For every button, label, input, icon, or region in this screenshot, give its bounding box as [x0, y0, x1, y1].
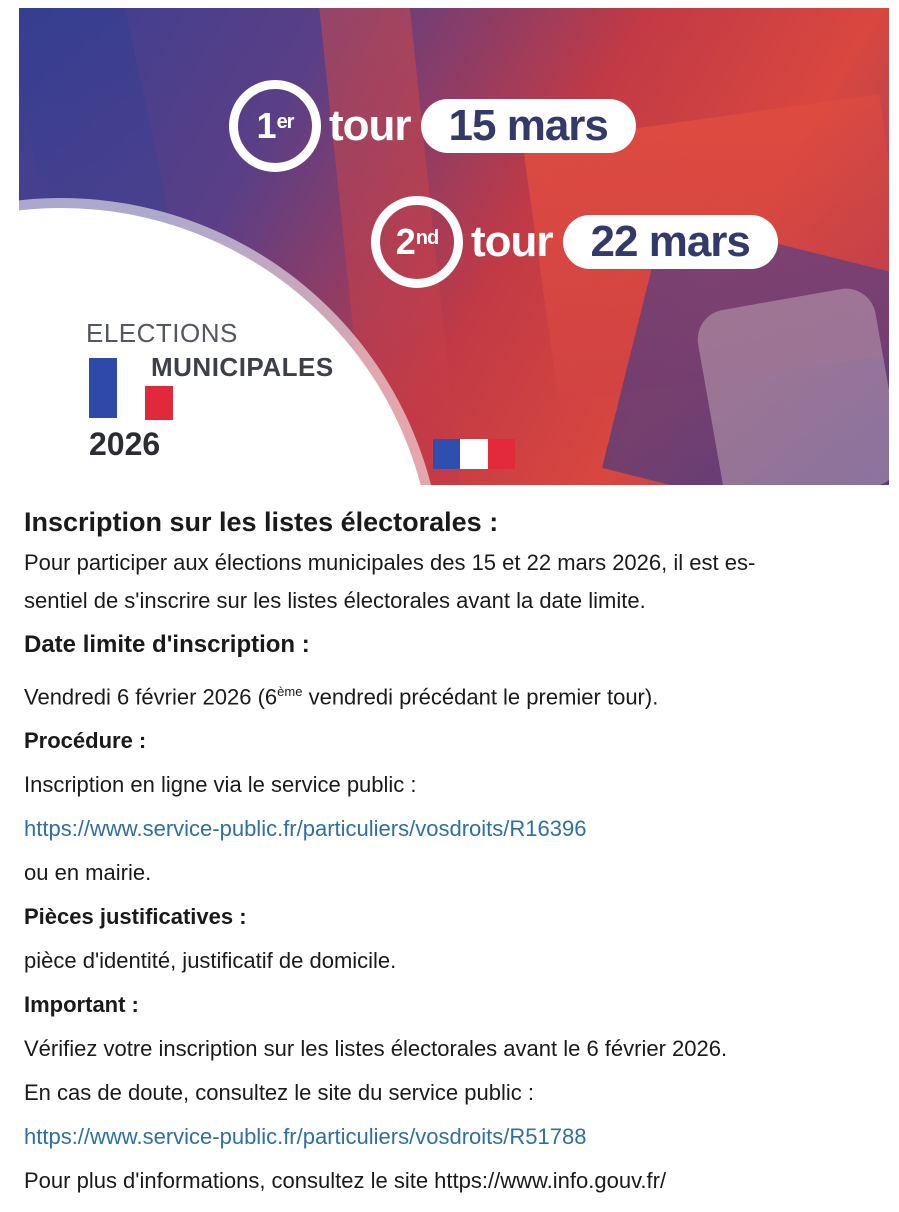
first-round-label: tour: [329, 101, 411, 150]
intro-line-1: Pour participer aux élections municipales des 15 et 22 mars 2026, il est es-: [24, 550, 756, 575]
intro-line-2: sentiel de s'inscrire sur les listes électorales avant la date limite.: [24, 588, 646, 613]
second-round-row: [371, 196, 778, 288]
important-text: Vérifiez votre inscription sur les listes électorales avant le 6 février 2026.: [24, 1036, 728, 1062]
first-round-row: [229, 80, 636, 172]
first-round-date: 15 mars: [421, 99, 636, 153]
deadline-ordinal-suffix: ème: [277, 684, 303, 699]
more-info-text: Pour plus d'informations, consultez le site https://www.info.gouv.fr/: [24, 1168, 667, 1194]
first-round-suffix: er: [276, 110, 294, 133]
article-content: [24, 500, 884, 1203]
procedure-link[interactable]: https://www.service-public.fr/particuliers/vosdroits/R16396: [24, 816, 587, 842]
doubt-link-line: [24, 1115, 884, 1159]
documents-text: pièce d'identité, justificatif de domicile.: [24, 948, 397, 974]
second-round-label: tour: [471, 217, 553, 266]
logo-year: 2026: [89, 426, 161, 462]
flag-blue-band: [89, 358, 117, 418]
first-round-number: 1: [256, 105, 276, 146]
first-round-badge: [229, 80, 321, 172]
second-round-badge: [371, 196, 463, 288]
logo-municipales-text: MUNICIPALES: [151, 352, 334, 382]
marianne-flag-icon: [433, 439, 515, 469]
second-round-number: 2: [395, 221, 415, 262]
doubt-text: En cas de doute, consultez le site du service public :: [24, 1080, 534, 1106]
procedure-heading: Procédure :: [24, 728, 147, 754]
procedure-link-line: [24, 807, 884, 851]
article-title: Inscription sur les listes électorales :: [24, 507, 499, 537]
election-banner: [19, 8, 889, 485]
flag-red-band: [145, 386, 173, 420]
second-round-date: 22 mars: [563, 215, 778, 269]
deadline-text-start: Vendredi 6 février 2026 (6: [24, 684, 278, 710]
deadline-text-end: vendredi précédant le premier tour).: [302, 684, 659, 710]
second-round-suffix: nd: [415, 226, 439, 249]
important-heading: Important :: [24, 992, 139, 1018]
documents-heading: Pièces justificatives :: [24, 904, 247, 930]
banner-decor: [693, 284, 889, 485]
logo-elections-text: ELECTIONS: [86, 318, 238, 348]
procedure-alt: ou en mairie.: [24, 860, 152, 886]
deadline-heading: Date limite d'inscription :: [24, 631, 310, 658]
deadline-text: [24, 670, 884, 719]
doubt-link[interactable]: https://www.service-public.fr/particuliers/vosdroits/R51788: [24, 1124, 587, 1150]
procedure-text: Inscription en ligne via le service public :: [24, 772, 417, 798]
